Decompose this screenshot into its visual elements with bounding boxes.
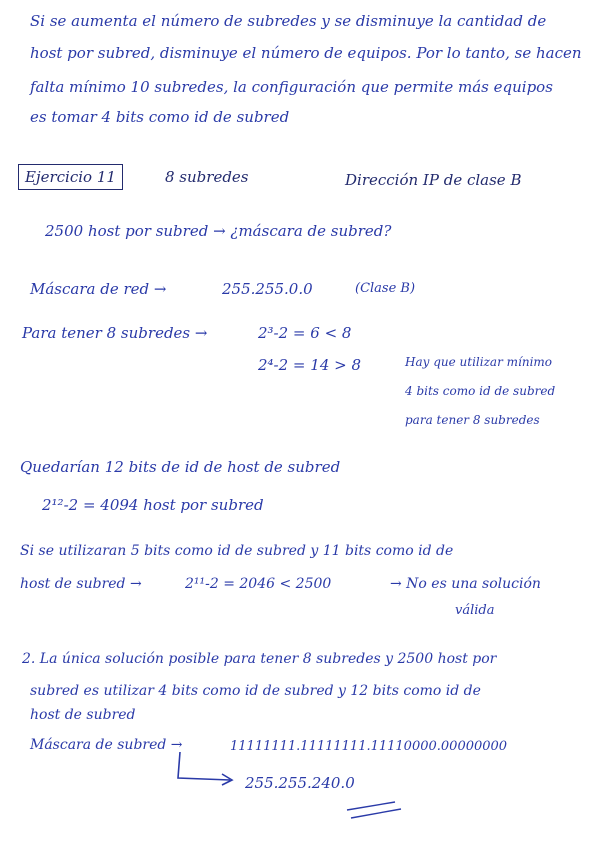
alt-line-2-eq: 2¹¹-2 = 2046 < 2500: [185, 576, 332, 592]
exercise-question: 2500 host por subred → ¿máscara de subred?: [45, 222, 392, 240]
conclusion-line-3: host de subred: [30, 707, 136, 723]
double-underline-icon: [345, 800, 405, 824]
alt-line-2-note: → No es una solución: [390, 576, 541, 592]
arrow-icon: [172, 750, 242, 790]
final-mask-label: Máscara de subred →: [30, 737, 183, 753]
final-mask-binary: 11111111.11111111.11110000.00000000: [230, 739, 508, 754]
conclusion-line-2: subred es utilizar 4 bits como id de subred y 12 bits como id de: [30, 683, 481, 699]
conclusion-line-1: 2. La única solución posible para tener 8 subredes y 2500 host por: [22, 651, 497, 667]
exercise-label: Ejercicio 11: [25, 168, 116, 186]
mask-value: 255.255.0.0: [222, 280, 313, 298]
exercise-label-box: [18, 164, 123, 190]
calc-label: Para tener 8 subredes →: [22, 324, 208, 342]
alt-line-2-label: host de subred →: [20, 576, 142, 592]
exercise-ip-class: Dirección IP de clase B: [345, 171, 522, 189]
intro-line-1: Si se aumenta el número de subredes y se disminuye la cantidad de: [30, 12, 547, 30]
calc-note-1: Hay que utilizar mínimo: [405, 355, 553, 369]
mask-label: Máscara de red →: [30, 280, 167, 298]
mask-note: (Clase B): [355, 281, 416, 296]
calc-note-2: 4 bits como id de subred: [405, 384, 556, 398]
calc-eq-1: 2³-2 = 6 < 8: [258, 324, 352, 342]
calc-note-3: para tener 8 subredes: [405, 413, 540, 427]
alt-line-1: Si se utilizaran 5 bits como id de subred y 11 bits como id de: [20, 543, 454, 559]
intro-line-2: host por subred, disminuye el número de equipos. Por lo tanto, se hacen: [30, 44, 582, 62]
intro-line-3: falta mínimo 10 subredes, la configuración que permite más equipos: [30, 78, 553, 96]
calc-eq-2: 2⁴-2 = 14 > 8: [258, 356, 362, 374]
alt-line-3: válida: [455, 603, 495, 618]
final-mask-decimal: 255.255.240.0: [245, 774, 355, 792]
intro-line-4: es tomar 4 bits como id de subred: [30, 108, 290, 126]
exercise-subnets: 8 subredes: [165, 168, 249, 186]
remaining-eq: 2¹²-2 = 4094 host por subred: [42, 496, 264, 514]
remaining-line: Quedarían 12 bits de id de host de subred: [20, 458, 341, 476]
